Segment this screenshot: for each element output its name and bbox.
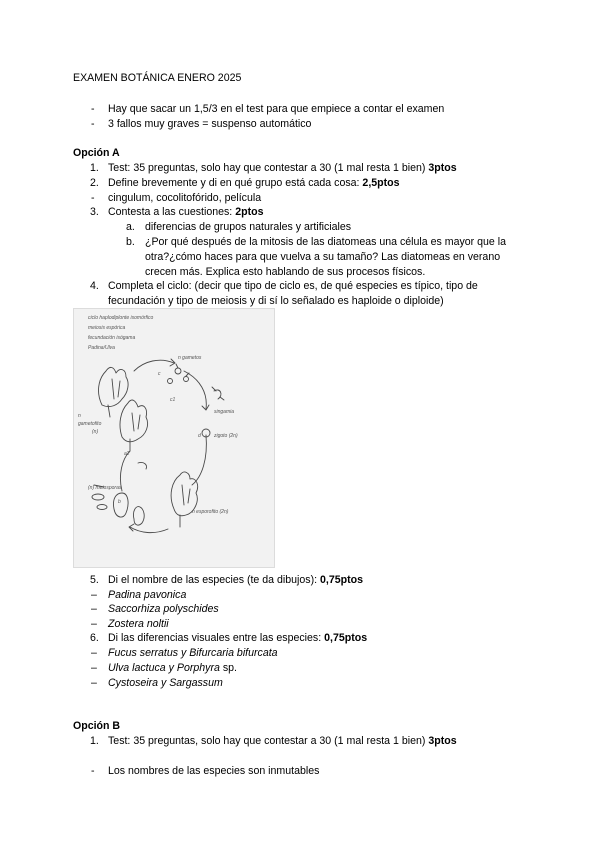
page-title: EXAMEN BOTÁNICA ENERO 2025 [73, 72, 242, 84]
bullet-dash: – [91, 603, 97, 615]
question-1-body: Test: 35 preguntas, solo hay que contestar a 30 (1 mal resta 1 bien) [108, 162, 429, 174]
question-2-body: Define brevemente y di en qué grupo está cada cosa: [108, 177, 363, 189]
question-number: 6. [90, 632, 99, 644]
question-number: 2. [90, 177, 99, 189]
bullet-dash: - [91, 192, 95, 204]
question-number: 4. [90, 280, 99, 292]
figure-note-3: fecundación isógama [88, 335, 136, 341]
cycle-arrow [134, 360, 174, 371]
question-1-points: 3ptos [428, 162, 457, 174]
option-b-heading: Opción B [73, 720, 121, 732]
option-b-question-1-text [108, 734, 457, 748]
figure-label-c1: c1 [170, 397, 176, 403]
figure-label-d: d [198, 433, 201, 439]
figure-label-esporofito: n esporofito (2n) [192, 509, 229, 515]
question-6-body: Di las diferencias visuales entre las especies: [108, 632, 325, 644]
bullet-dash: – [91, 662, 97, 674]
option-b-note: Los nombres de las especies son inmutables [108, 765, 320, 777]
bullet-dash: – [91, 647, 97, 659]
option-b-question-1-points: 3ptos [428, 735, 457, 747]
question-5-body: Di el nombre de las especies (te da dibujos): [108, 574, 320, 586]
question-3b-line-3: crecen más. Explica esto hablando de sus procesos físicos. [145, 266, 426, 278]
species-pair-italic: Ulva lactuca y Porphyra [108, 662, 220, 674]
intro-line-1: Hay que sacar un 1,5/3 en el test para que empiece a contar el examen [108, 103, 445, 115]
bullet-dash: - [91, 103, 95, 115]
species-pair-suffix: sp. [219, 662, 237, 674]
question-3-body: Contesta a las cuestiones: [108, 206, 236, 218]
figure-label-n-paren: (n) [92, 429, 99, 435]
bullet-dash: – [91, 618, 97, 630]
intro-line-2: 3 fallos muy graves = suspenso automático [108, 118, 312, 130]
figure-note-4: Padina/Ulva [88, 345, 115, 351]
question-3-points: 2ptos [235, 206, 264, 218]
cycle-arrow [120, 451, 130, 491]
thallus-drawing [113, 493, 128, 517]
figure-label-meiosporas: (n) meiosporas [88, 485, 122, 491]
figure-label-gametofito: gametofito [78, 421, 102, 427]
question-3b-line-2: otra?¿cómo haces para que vuelva a su tamaño? Las diatomeas en verano [145, 251, 501, 263]
figure-label-n: n [78, 413, 81, 419]
question-5-text [108, 573, 363, 587]
question-2-text [108, 176, 400, 190]
thallus-drawing [120, 400, 148, 442]
species-item: Padina pavonica [108, 589, 187, 601]
cycle-arrow [192, 435, 206, 485]
species-item: Saccorhiza polyschides [108, 603, 219, 615]
question-6-points: 0,75ptos [324, 632, 368, 644]
question-number: 3. [90, 206, 99, 218]
figure-note-2: meiosis espórica [88, 325, 126, 331]
sub-letter: b. [126, 236, 135, 248]
figure-label-c: c [158, 371, 161, 377]
thallus-drawing [99, 367, 129, 406]
question-2-points: 2,5ptos [362, 177, 400, 189]
life-cycle-sketch [74, 309, 274, 567]
life-cycle-figure [73, 308, 275, 568]
bullet-dash: – [91, 677, 97, 689]
question-3a-text: diferencias de grupos naturales y artificiales [145, 221, 352, 233]
option-a-heading: Opción A [73, 147, 120, 159]
species-pair [108, 661, 237, 675]
question-6-text [108, 631, 367, 645]
question-number: 1. [90, 162, 99, 174]
sub-letter: a. [126, 221, 135, 233]
question-3-text [108, 205, 263, 219]
figure-label-zigoto: zigoto (2n) [214, 433, 238, 439]
figure-note-1: ciclo haplodiplonte isomórfico [88, 315, 154, 321]
bullet-dash: - [91, 118, 95, 130]
question-4-line-1: Completa el ciclo: (decir que tipo de ciclo es, de qué especies es típico, tipo de [108, 280, 478, 292]
figure-label-a2: a2 [124, 451, 130, 457]
species-pair-italic: Fucus serratus y Bifurcaria bifurcata [108, 647, 278, 659]
option-b-question-1-body: Test: 35 preguntas, solo hay que contestar a 30 (1 mal resta 1 bien) [108, 735, 429, 747]
question-number: 5. [90, 574, 99, 586]
question-1-text [108, 161, 457, 175]
species-pair-italic: Cystoseira y Sargassum [108, 677, 223, 689]
question-number: 1. [90, 735, 99, 747]
question-2-terms: cingulum, cocolitofórido, película [108, 192, 262, 204]
species-pair [108, 646, 278, 660]
figure-label-singamia: singamia [214, 409, 235, 415]
species-item: Zostera noltii [108, 618, 169, 630]
question-3b-line-1: ¿Por qué después de la mitosis de las diatomeas una célula es mayor que la [145, 236, 506, 248]
figure-label-b: b [118, 499, 121, 505]
question-4-line-2: fecundación y tipo de meiosis y di sí lo señalado es haploide o diploide) [108, 295, 444, 307]
figure-label-gametos: n gametos [178, 355, 202, 361]
cycle-arrow [130, 527, 168, 533]
question-5-points: 0,75ptos [319, 574, 363, 586]
bullet-dash: - [91, 765, 95, 777]
thallus-drawing [171, 472, 197, 516]
bullet-dash: – [91, 589, 97, 601]
species-pair [108, 676, 223, 690]
